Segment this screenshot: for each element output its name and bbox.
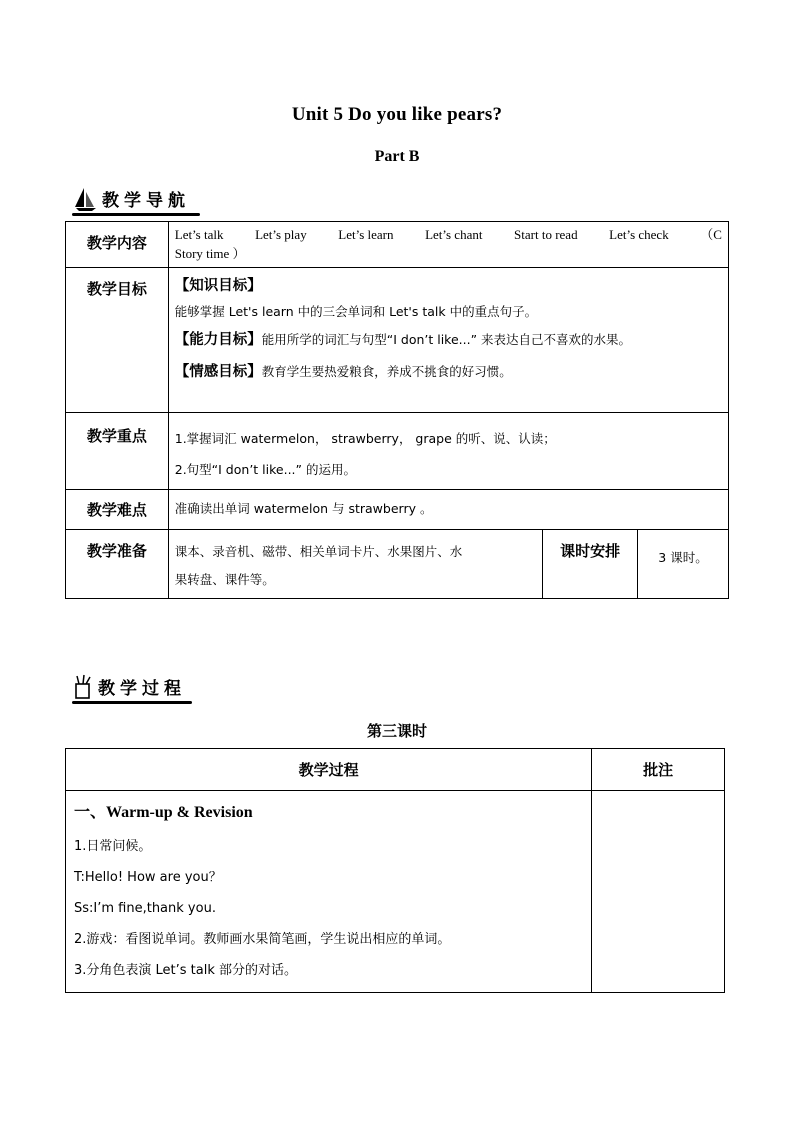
goals-row	[66, 268, 729, 413]
page-title: Unit 5 Do you like pears?	[291, 104, 503, 125]
key-points-content	[168, 413, 728, 490]
process-content	[66, 791, 592, 993]
difficulty-label: 教学难点	[66, 490, 169, 530]
sailboat-icon	[72, 186, 100, 212]
goals-label: 教学目标	[66, 268, 169, 413]
process-body-row	[66, 791, 725, 993]
ability-heading: 【能力目标】	[174, 332, 262, 348]
difficulty-row	[66, 490, 729, 530]
activity-item: Let’s check	[609, 227, 669, 242]
activity-item: Let’s play	[255, 227, 307, 242]
activity-item: （C	[700, 227, 722, 242]
emotion-goal	[175, 354, 722, 390]
lesson-title: 第三课时	[366, 722, 427, 740]
warmup-heading: 一、Warm-up & Revision	[74, 804, 253, 821]
page-subtitle: Part B	[374, 148, 420, 165]
emotion-heading: 【情感目标】	[174, 364, 262, 380]
activity-line2: Story time ）	[174, 246, 246, 261]
difficulty-text: 准确读出单词 watermelon 与 strawberry 。	[168, 490, 728, 530]
knowledge-heading: 【知识目标】	[174, 278, 262, 294]
process-line: T:Hello! How are you？	[74, 870, 222, 885]
content-row	[66, 222, 729, 268]
content-activities	[168, 222, 728, 268]
goals-content	[168, 268, 728, 413]
schedule-label: 课时安排	[543, 530, 638, 599]
banner-label: 教学导航	[102, 191, 190, 211]
notes-column-header: 批注	[592, 749, 725, 791]
process-header-row	[66, 749, 725, 791]
teaching-process-banner	[72, 672, 194, 700]
teaching-process-table	[65, 748, 725, 993]
preparation-row	[66, 530, 729, 599]
preparation-line-1: 课本、录音机、磁带、相关单词卡片、水果图片、水	[174, 544, 463, 559]
key-point-1: 1.掌握词汇 watermelon， strawberry， grape 的听、说、认读；	[174, 431, 556, 446]
key-point-2: 2.句型“I don’t like...” 的运用。	[174, 462, 356, 477]
process-line: 3.分角色表演 Let’s talk 部分的对话。	[74, 963, 298, 978]
activity-item: Let’s chant	[425, 227, 483, 242]
pen-holder-icon	[72, 674, 96, 700]
preparation-label: 教学准备	[66, 530, 169, 599]
preparation-content	[168, 530, 542, 599]
banner-label: 教学过程	[98, 679, 186, 699]
content-label: 教学内容	[66, 222, 169, 268]
preparation-line-2: 果转盘、课件等。	[174, 572, 275, 587]
process-line: Ss:I’m fine,thank you.	[74, 901, 216, 916]
ability-goal	[175, 326, 722, 354]
banner-underline	[72, 213, 200, 216]
activity-item: Let’s talk	[174, 227, 224, 242]
banner-underline	[72, 701, 192, 704]
process-line: 2.游戏：看图说单词。教师画水果简笔画，学生说出相应的单词。	[74, 932, 451, 947]
activity-item: Let’s learn	[338, 227, 394, 242]
knowledge-text: 能够掌握 Let's learn 中的三会单词和 Let's talk 中的重点句子。	[174, 304, 538, 319]
activity-item: Start to read	[514, 227, 578, 242]
schedule-value: 3 课时。	[638, 530, 729, 599]
key-points-row	[66, 413, 729, 490]
emotion-text: 教育学生要热爱粮食，养成不挑食的好习惯。	[261, 364, 512, 379]
process-column-header: 教学过程	[66, 749, 592, 791]
teaching-guide-banner	[72, 184, 202, 212]
key-points-label: 教学重点	[66, 413, 169, 490]
process-line: 1.日常问候。	[74, 839, 152, 854]
notes-cell	[592, 791, 725, 993]
ability-text: 能用所学的词汇与句型“I don’t like...” 来表达自己不喜欢的水果。	[261, 332, 632, 347]
teaching-guide-table	[65, 221, 729, 599]
